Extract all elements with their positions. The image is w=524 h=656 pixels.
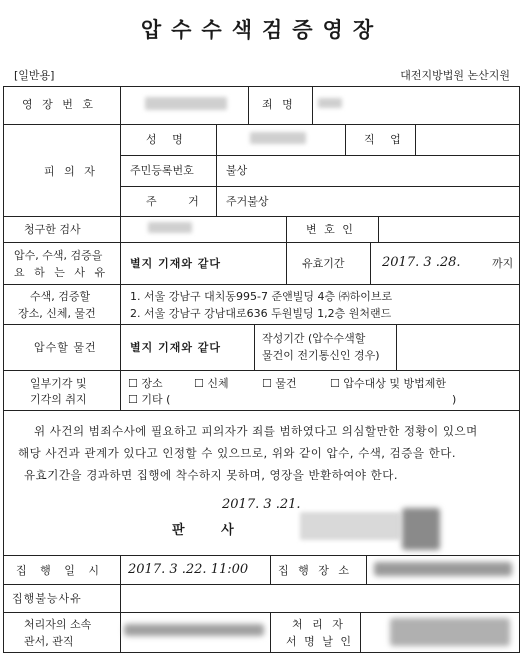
valid-until-date: 2017. 3 .28. bbox=[382, 255, 461, 270]
resident-number-label: 주민등록번호 bbox=[130, 164, 194, 177]
body-line: 위 사건의 범죄수사에 필요하고 피의자가 죄를 범하였다고 의심할만한 정황이 있으며 bbox=[34, 424, 478, 438]
document-type-label: [일반용] bbox=[14, 69, 55, 82]
search-place-label-line2: 장소, 신체, 물건 bbox=[18, 307, 96, 320]
address-label: 주 거 bbox=[146, 195, 213, 208]
valid-until-suffix: 까지 bbox=[492, 257, 514, 270]
exec-date-label: 집 행 일 시 bbox=[16, 564, 104, 577]
items-label: 압수할 물건 bbox=[34, 341, 97, 354]
document-title: 압수수색검증영장 bbox=[140, 18, 384, 42]
court-name: 대전지방법원 논산지원 bbox=[400, 69, 510, 82]
checkbox-other-close: ) bbox=[452, 393, 457, 406]
need-reason-label-line2: 요 하 는 사 유 bbox=[14, 266, 109, 279]
judge-label: 판 사 bbox=[172, 523, 250, 538]
name-label: 성 명 bbox=[146, 133, 189, 146]
affiliation-label-line1: 처리자의 소속 bbox=[24, 618, 92, 631]
judge-seal-redacted bbox=[402, 508, 440, 550]
search-place-label-line1: 수색, 검증할 bbox=[30, 290, 91, 303]
body-line: 해당 사건과 관계가 있다고 인정할 수 있으므로, 위와 같이 압수, 수색, 검증을 한다. bbox=[18, 446, 456, 460]
partial-dismissal-label-line2: 기각의 취지 bbox=[30, 393, 87, 406]
items-value: 별지 기재와 같다 bbox=[130, 341, 222, 354]
job-label: 직 업 bbox=[364, 133, 407, 146]
prosecutor-label: 청구한 검사 bbox=[24, 223, 81, 236]
handler-label-line2: 서 명 날 인 bbox=[286, 635, 353, 648]
issue-date: 2017. 3 .21. bbox=[222, 497, 301, 512]
prosecutor-name-redacted bbox=[148, 222, 192, 233]
exec-place-redacted bbox=[374, 562, 512, 576]
search-place-2: 2. 서울 강남구 강남대로636 두원빌딩 1,2층 원처랜드 bbox=[130, 307, 392, 320]
resident-number-value: 불상 bbox=[226, 164, 248, 177]
warrant-body-text bbox=[18, 420, 508, 486]
checkbox-other: ☐ 기타 ( bbox=[128, 393, 171, 406]
creation-period-label-line2: 물건이 전기통신인 경우) bbox=[262, 349, 380, 362]
suspect-label: 피 의 자 bbox=[44, 165, 98, 178]
valid-period-label: 유효기간 bbox=[302, 257, 345, 270]
charge-redacted bbox=[318, 98, 342, 108]
exec-datetime: 2017. 3 .22. 11:00 bbox=[128, 562, 249, 577]
affiliation-redacted bbox=[124, 624, 264, 636]
checkbox-object: ☐ 물건 bbox=[262, 377, 297, 390]
handler-label-line1: 처 리 자 bbox=[292, 618, 346, 631]
creation-period-label-line1: 작성기간 (압수수색할 bbox=[262, 332, 366, 345]
checkbox-restriction: ☐ 압수대상 및 방법제한 bbox=[330, 377, 446, 390]
handler-signature-redacted bbox=[390, 618, 510, 646]
search-place-1: 1. 서울 강남구 대치동995-7 준앤빌딩 4층 ㈜하이브로 bbox=[130, 290, 393, 303]
need-reason-label-line1: 압수, 수색, 검증을 bbox=[14, 249, 103, 262]
suspect-name-redacted bbox=[250, 132, 306, 144]
warrant-number-label: 영 장 번 호 bbox=[22, 98, 96, 111]
affiliation-label-line2: 관서, 관직 bbox=[24, 635, 74, 648]
need-reason-value: 별지 기재와 같다 bbox=[130, 257, 222, 270]
checkbox-place: ☐ 장소 bbox=[128, 377, 163, 390]
lawyer-label: 변 호 인 bbox=[306, 223, 355, 236]
address-value: 주거불상 bbox=[226, 195, 269, 208]
judge-name-redacted bbox=[300, 512, 400, 540]
body-line: 유효기간을 경과하면 집행에 착수하지 못하며, 영장을 반환하여야 한다. bbox=[24, 468, 399, 482]
charge-label: 죄 명 bbox=[262, 98, 296, 111]
warrant-number-redacted bbox=[145, 97, 227, 110]
partial-dismissal-label-line1: 일부기각 및 bbox=[30, 377, 87, 390]
checkbox-body: ☐ 신체 bbox=[194, 377, 229, 390]
not-executed-label: 집행불능사유 bbox=[12, 592, 82, 605]
exec-place-label: 집 행 장 소 bbox=[278, 564, 352, 577]
